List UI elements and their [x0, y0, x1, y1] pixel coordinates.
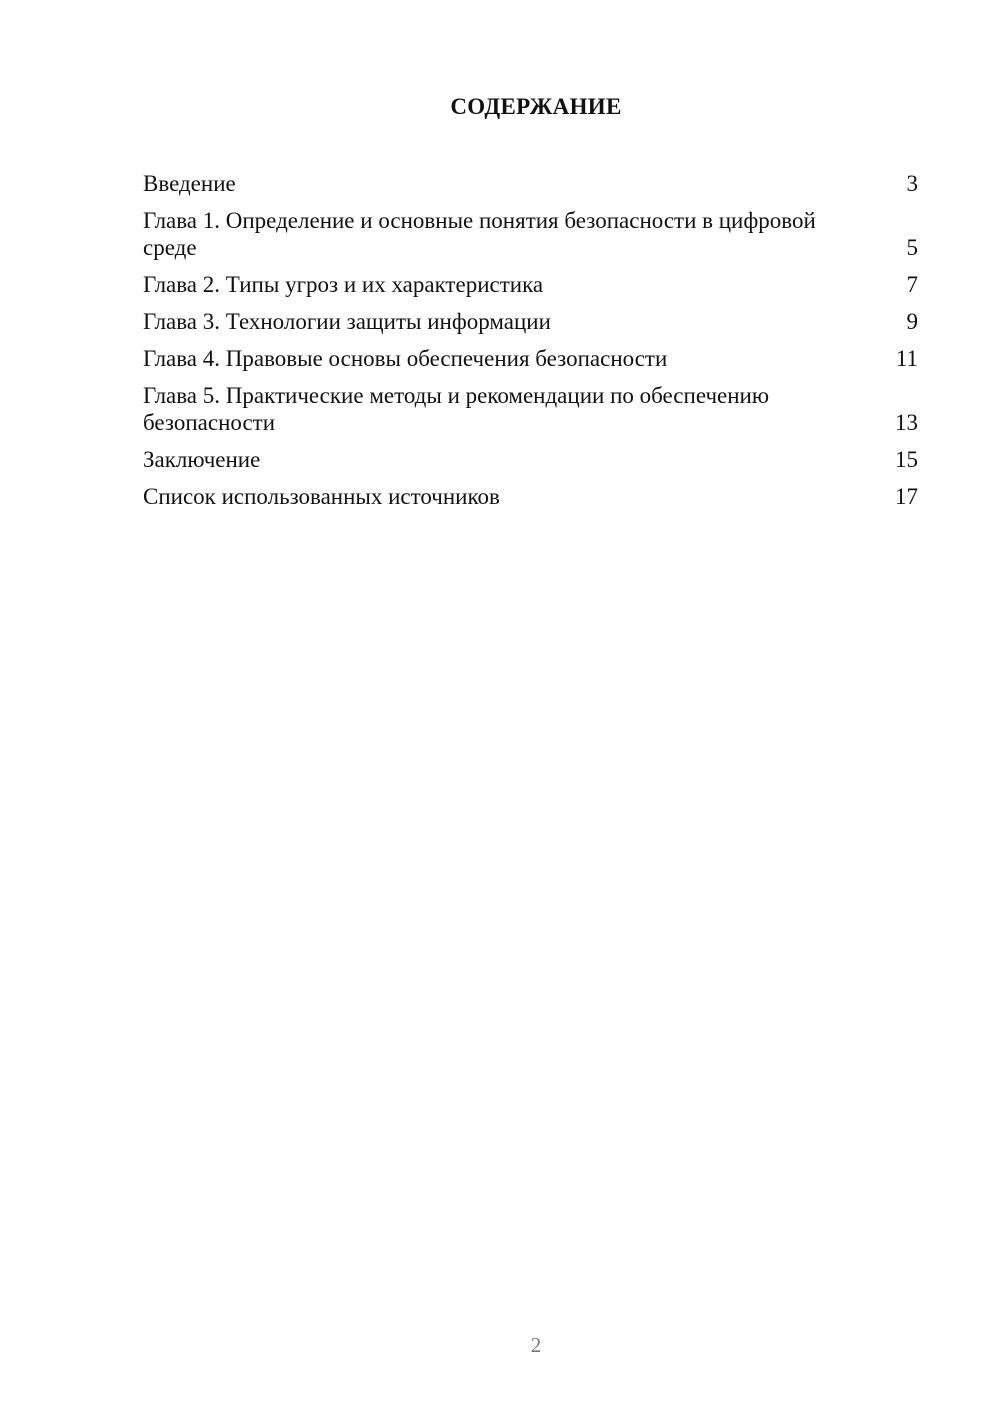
toc-entry-page: 13: [895, 410, 918, 435]
page-number: 2: [530, 1333, 542, 1357]
toc-entry-page: 17: [895, 484, 918, 509]
toc-entry-chapter-5: [143, 382, 918, 436]
toc-entry-label: Глава 4. Правовые основы обеспечения безопасности: [143, 346, 668, 371]
toc-entry-references: [143, 483, 918, 510]
toc-entry-conclusion: [143, 446, 918, 473]
toc-entry-page: 7: [906, 272, 918, 297]
toc-entry-label: Глава 3. Технологии защиты информации: [143, 309, 551, 334]
toc-entry-page: 3: [906, 171, 918, 196]
toc-entry-chapter-2: [143, 271, 918, 298]
toc-entry-page: 9: [906, 309, 918, 334]
toc-entry-label: Глава 2. Типы угроз и их характеристика: [143, 272, 544, 297]
toc-entry-label: Заключение: [143, 447, 261, 472]
toc-entry-chapter-3: [143, 308, 918, 335]
toc-entry-page: 5: [906, 235, 918, 260]
toc-entry-page: 11: [895, 346, 918, 371]
toc-entry-chapter-4: [143, 345, 918, 372]
toc-entry-page: 15: [895, 447, 918, 472]
page-title: СОДЕРЖАНИЕ: [450, 94, 622, 119]
toc-entry-introduction: [143, 170, 918, 197]
toc-entry-label: Введение: [143, 171, 236, 196]
toc-entry-label: Список использованных источников: [143, 484, 500, 509]
toc-entry-label: Глава 1. Определение и основные понятия безопасности в цифровой среде: [143, 208, 816, 260]
toc-entry-label: Глава 5. Практические методы и рекомендации по обеспечению безопасности: [143, 383, 770, 435]
toc-entry-chapter-1: [143, 207, 918, 261]
table-of-contents: [143, 170, 918, 520]
